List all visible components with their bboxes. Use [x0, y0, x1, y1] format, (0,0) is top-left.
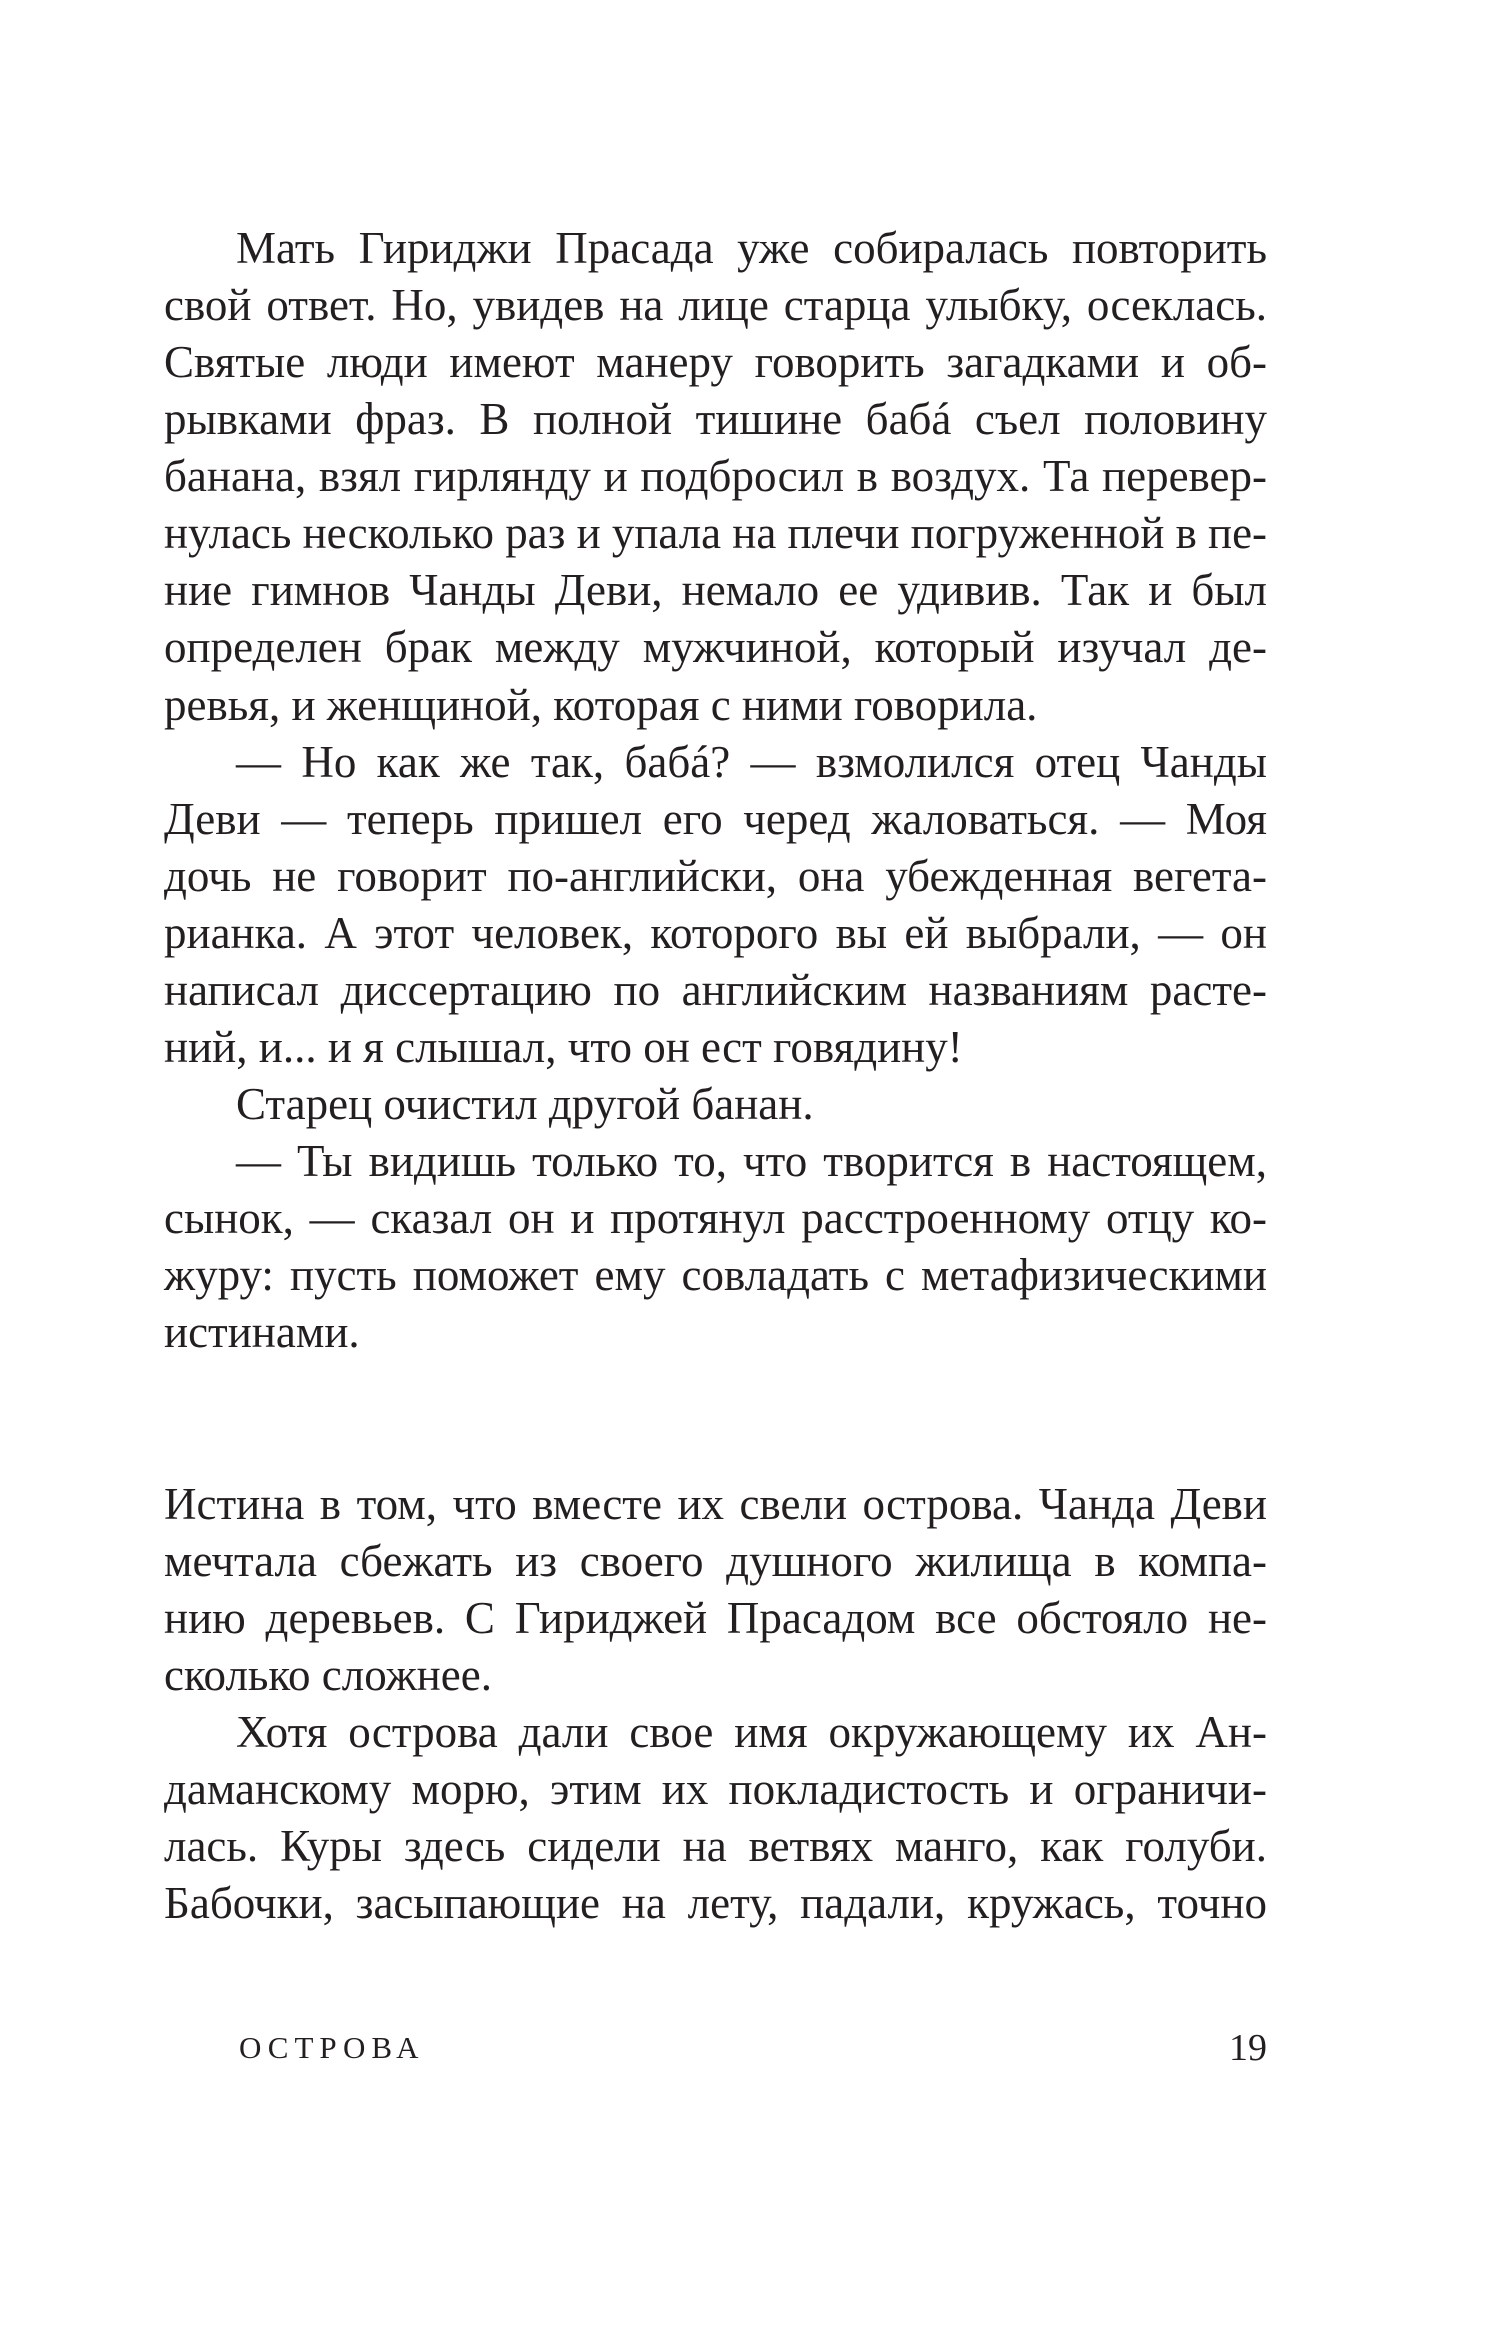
text-line-content: свой ответ. Но, увидев на лице старца улыбку, осеклась. [164, 280, 1267, 331]
page-number: 19 [1229, 2027, 1267, 2069]
text-line [164, 905, 1267, 962]
text-line [164, 391, 1267, 448]
text-line-content: Бабочки, засыпающие на лету, падали, кружась, точно [164, 1878, 1267, 1929]
text-line [164, 962, 1267, 1019]
text-line [236, 1704, 1267, 1761]
text-line-content: журу: пусть поможет ему совладать с метафизическими [164, 1250, 1267, 1301]
text-line-content: лась. Куры здесь сидели на ветвях манго, как голуби. [164, 1820, 1267, 1871]
text-line-content: Старец очистил другой банан. [236, 1079, 814, 1130]
text-line-content: ний, и... и я слышал, что он ест говядину! [164, 1021, 963, 1072]
text-line-content: Хотя острова дали свое имя окружающему их Ан- [236, 1706, 1267, 1757]
text-line [164, 1190, 1267, 1247]
text-line [164, 791, 1267, 848]
text-line [164, 277, 1267, 334]
text-line-content: нию деревьев. С Гириджей Прасадом все обстояло не- [164, 1592, 1267, 1643]
text-line [164, 1304, 1267, 1361]
text-line-content: ревья, и женщиной, которая с ними говорила. [164, 679, 1038, 730]
text-line [164, 1476, 1267, 1533]
text-line-content: Святые люди имеют манеру говорить загадками и об- [164, 337, 1267, 388]
text-line-content: Мать Гириджи Прасада уже собиралась повторить [236, 223, 1267, 273]
text-line-content: ние гимнов Чанды Деви, немало ее удивив. Так и был [164, 565, 1267, 616]
text-line-content: сынок, — сказал он и протянул расстроенному отцу ко- [164, 1193, 1267, 1244]
running-title: ОСТРОВА [239, 2030, 425, 2065]
text-line-content: рианка. А этот человек, которого вы ей выбрали, — он [164, 907, 1267, 958]
text-line [164, 1247, 1267, 1304]
text-line-content: сколько сложнее. [164, 1649, 492, 1700]
text-line [164, 1875, 1267, 1932]
text-line [164, 1533, 1267, 1590]
text-line-content: дочь не говорит по-английски, она убежденная вегета- [164, 850, 1267, 901]
text-line [236, 734, 1267, 791]
text-line [164, 1647, 1267, 1704]
text-line [164, 1761, 1267, 1818]
text-line [164, 562, 1267, 619]
text-line [164, 677, 1267, 734]
text-line [164, 505, 1267, 562]
text-line [164, 1590, 1267, 1647]
text-line-content: истинами. [164, 1307, 360, 1358]
text-line [236, 1076, 1267, 1133]
text-line [164, 448, 1267, 505]
text-line-content: мечтала сбежать из своего душного жилища в компа- [164, 1535, 1267, 1586]
text-line-content: — Но как же так, бабá? — взмолился отец Чанды [236, 736, 1267, 787]
text-line [236, 220, 1267, 277]
text-line [164, 1818, 1267, 1875]
text-line-content: — Ты видишь только то, что творится в настоящем, [236, 1136, 1267, 1187]
text-line-content: Деви — теперь пришел его черед жаловаться. — Моя [164, 793, 1267, 844]
text-line-content: банана, взял гирлянду и подбросил в воздух. Та перевер- [164, 451, 1267, 502]
text-line-content: рывками фраз. В полной тишине бабá съел половину [164, 394, 1267, 445]
text-line-content: даманскому морю, этим их покладистость и ограничи- [164, 1763, 1267, 1814]
text-line [236, 1133, 1267, 1190]
text-line-content: Истина в том, что вместе их свели острова. Чанда Деви [164, 1478, 1267, 1529]
text-line [164, 619, 1267, 676]
text-line-content: нулась несколько раз и упала на плечи погруженной в пе- [164, 508, 1267, 559]
text-line [164, 1019, 1267, 1076]
text-line [164, 848, 1267, 905]
text-line-content: написал диссертацию по английским названиям расте- [164, 964, 1267, 1015]
text-line-content: определен брак между мужчиной, который изучал де- [164, 622, 1267, 673]
text-line [164, 334, 1267, 391]
